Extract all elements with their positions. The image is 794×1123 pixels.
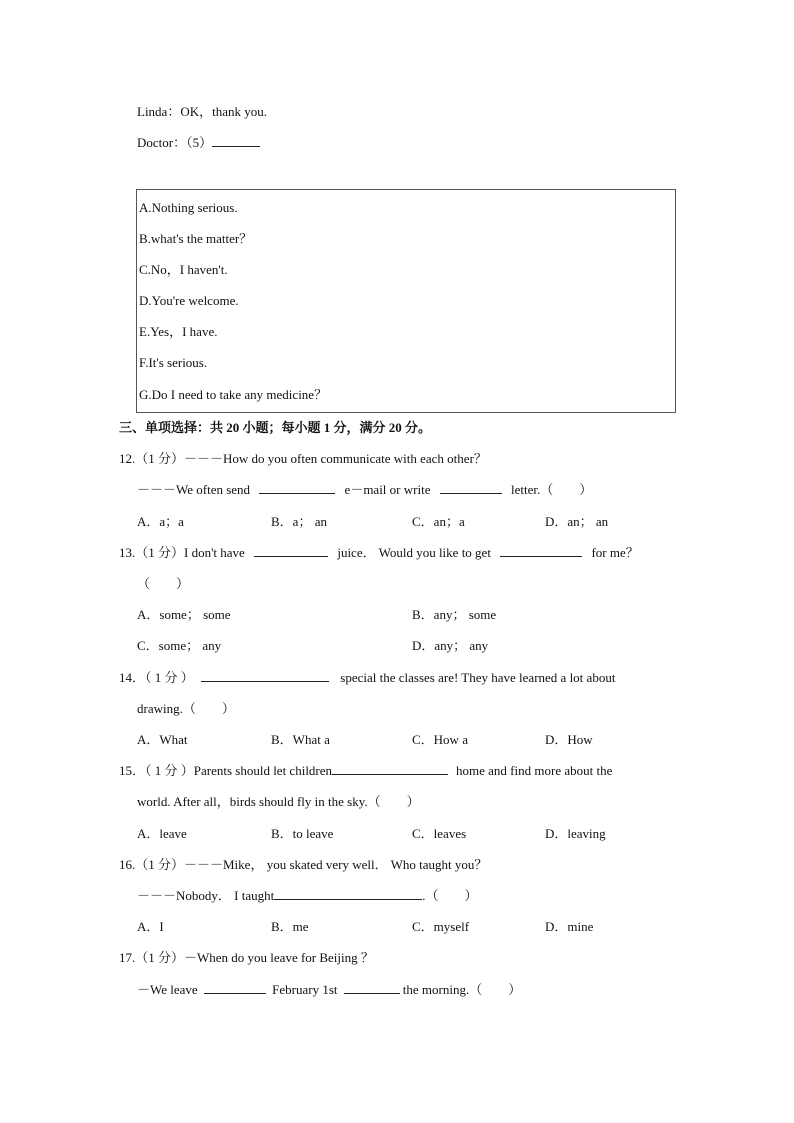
- q16-text-a: －－－Nobody． I taught: [137, 888, 275, 903]
- q14-option-c[interactable]: C．How a: [412, 732, 468, 747]
- dialogue-linda: Linda：OK，thank you.: [137, 104, 267, 119]
- option-e: E.Yes，I have.: [139, 324, 218, 339]
- dialogue-doctor: [137, 134, 260, 152]
- q14-option-a[interactable]: A．What: [137, 732, 188, 747]
- q12-blank-1: [259, 481, 335, 494]
- option-a: A.Nothing serious.: [139, 200, 238, 215]
- q15-text-a: 15．（ 1 分 ）Parents should let children: [119, 763, 333, 778]
- q12-text-a: －－－We often send: [137, 482, 251, 497]
- q17-blank-1: [204, 981, 266, 994]
- option-b: B.what's the matter？: [139, 231, 253, 246]
- q12-text-b: e－mail or write: [344, 482, 431, 497]
- q13-option-b[interactable]: B．any； some: [412, 607, 497, 622]
- q13-option-a[interactable]: A．some； some: [137, 607, 231, 622]
- q16-option-d[interactable]: D．mine: [545, 919, 594, 934]
- q17-text-b: February 1st: [272, 982, 338, 997]
- q17-text-c: the morning.（ ）: [402, 982, 522, 997]
- q16-option-c[interactable]: C．myself: [412, 919, 470, 934]
- q16-text-b: .（ ）: [422, 888, 478, 903]
- option-c: C.No，I haven't.: [139, 262, 228, 277]
- q12-blank-2: [440, 481, 502, 494]
- option-d: D.You're welcome.: [139, 293, 239, 308]
- q17-stem: 17.（1 分）－When do you leave for Beijing ？: [119, 950, 374, 965]
- q16-option-a[interactable]: A．I: [137, 919, 164, 934]
- doctor-prefix: Doctor：（5）: [137, 135, 213, 150]
- q14-line2: drawing.（ ）: [137, 701, 235, 716]
- section-title: 三、单项选择：共 20 小题；每小题 1 分，满分 20 分。: [119, 420, 432, 435]
- q15-stem: [119, 762, 612, 780]
- q13-paren: （ ）: [137, 576, 190, 591]
- q14-option-b[interactable]: B．What a: [271, 732, 330, 747]
- q14-blank: [201, 669, 329, 682]
- q16-line2: [137, 887, 477, 905]
- q15-option-d[interactable]: D．leaving: [545, 826, 606, 841]
- answer-blank-5: [212, 134, 260, 147]
- q13-text-b: juice． Would you like to get: [337, 545, 491, 560]
- q13-text-a: 13.（1 分）I don't have: [119, 545, 245, 560]
- q13-option-d[interactable]: D．any； any: [412, 638, 489, 653]
- q13-blank-1: [254, 544, 328, 557]
- q12-stem: 12.（1 分）－－－How do you often communicate with each other？: [119, 451, 487, 466]
- q12-text-c: letter.（ ）: [510, 482, 593, 497]
- q16-stem: 16.（1 分）－－－Mike， you skated very well． Who taught you？: [119, 857, 488, 872]
- q14-text-b: special the classes are! They have learned a lot about: [340, 670, 616, 685]
- q17-line2: [137, 981, 521, 999]
- q13-text-c: for me？: [591, 545, 639, 560]
- q17-blank-2: [344, 981, 400, 994]
- q13-stem: [119, 544, 639, 562]
- q17-text-a: －We leave: [137, 982, 198, 997]
- option-g: G.Do I need to take any medicine？: [139, 387, 328, 402]
- q15-text-b: home and find more about the: [456, 763, 613, 778]
- q14-stem: [119, 669, 615, 687]
- q16-option-b[interactable]: B．me: [271, 919, 309, 934]
- option-f: F.It's serious.: [139, 355, 208, 370]
- q12-option-b[interactable]: B．a； an: [271, 514, 327, 529]
- q14-option-d[interactable]: D．How: [545, 732, 593, 747]
- q12-option-c[interactable]: C．an；a: [412, 514, 465, 529]
- q15-option-a[interactable]: A．leave: [137, 826, 187, 841]
- q15-option-c[interactable]: C．leaves: [412, 826, 467, 841]
- q13-blank-2: [500, 544, 582, 557]
- q14-text-a: 14．（ 1 分 ）: [119, 670, 194, 685]
- q12-line2: [137, 481, 592, 499]
- q13-option-c[interactable]: C．some； any: [137, 638, 222, 653]
- q15-line2: world. After all，birds should fly in the sky.（ ）: [137, 794, 420, 809]
- q15-option-b[interactable]: B．to leave: [271, 826, 334, 841]
- q12-option-a[interactable]: A．a；a: [137, 514, 184, 529]
- options-box: [136, 189, 676, 413]
- q15-blank: [332, 762, 448, 775]
- q16-blank: [274, 887, 422, 900]
- q12-option-d[interactable]: D．an； an: [545, 514, 609, 529]
